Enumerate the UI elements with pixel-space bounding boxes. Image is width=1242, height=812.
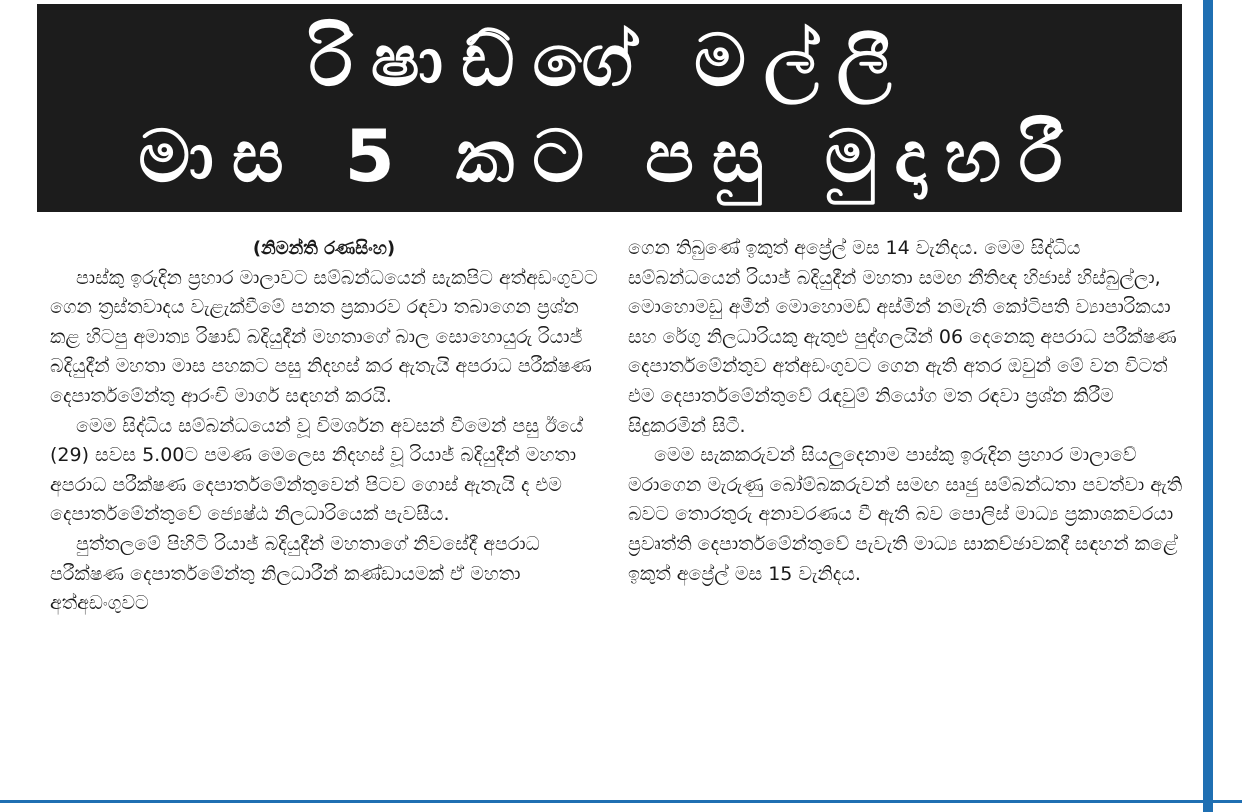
article-column-left bbox=[50, 234, 598, 619]
article-paragraph-3: පුත්තලමේ පිහිටි රියාජ් බදියුදීන් මහතාගේ නිවසේදී අපරාධ පරීක්ෂණ දෙපාර්තමේන්තු නිලධාරීන් කණ්ඩායමක් ඒ මහතා අත්අඩංගුවට bbox=[50, 532, 540, 615]
headline-banner bbox=[37, 4, 1182, 212]
article-paragraph-1: පාස්කු ඉරුදින ප්‍රහාර මාලාවට සම්බන්ධයෙන් සැකපිට අත්අඩංගුවට ගෙන ත්‍රස්තවාදය වැළැක්වීමේ පනත ප්‍රකාරව රඳවා තබාගෙන ප්‍රශ්න කළ හිටපු අමාත්‍ය රිෂාඩ් බදියුදීන් මහතාගේ බාල සොහොයුරු රියාජ් බදියුදීන් මහතා මාස පහකට පසු නිදහස් කර ඇතැයි අපරාධ පරීක්ෂණ දෙපාර්තමේන්තු ආරංචි මාර්ග සඳහන් කරයි. bbox=[50, 266, 598, 407]
article-paragraph-4: මෙම සැකකරුවන් සියලුදෙනාම පාස්කු ඉරුදින ප්‍රහාර මාලාවේ මරාගෙන මැරුණු බෝම්බකරුවන් සමඟ සෘජු සම්බන්ධතා පවත්වා ඇති බවට තොරතුරු අනාවරණය වී ඇති බව පොලිස් මාධ්‍ය ප්‍රකාශකවරයා ප්‍රවෘත්ති දෙපාර්තමේන්තුවේ පැවැති මාධ්‍ය සාකච්ඡාවකදී සඳහන් කළේ ඉකුත් අප්‍රේල් මස 15 වැනිදය. bbox=[628, 444, 1183, 585]
page-side-border bbox=[1203, 0, 1213, 812]
headline-line-1: රිෂාඩ්ගේ මල්ලී bbox=[309, 18, 910, 102]
page-bottom-rule bbox=[0, 800, 1242, 803]
article-column-right bbox=[628, 234, 1184, 589]
byline: (නිමන්ති රණසිංහ) bbox=[252, 238, 396, 259]
headline-line-2: මාස 5 කට පසු මුදාහරී bbox=[138, 114, 1081, 198]
article-paragraph-3-continued: ගෙන තිබුණේ ඉකුත් අප්‍රේල් මස 14 වැනිදය. මෙම සිද්ධිය සම්බන්ධයෙන් රියාජ් බදියුදීන් මහතා සමඟ නීතිඥ හිජාස් හිස්බුල්ලා, මොහොමඩු අමීන් මොහොමඩ් අස්මින් නමැති කෝටිපති ව්‍යාපාරිකයා සහ රේගු නිලධාරියකු ඇතුළු පුද්ගලයින් 06 දෙනෙකු අපරාධ පරීක්ෂණ දෙපාර්තමේන්තුව අත්අඩංගුවට ගෙන ඇති අතර ඔවුන් මේ වන විටත් එම දෙපාර්තමේන්තුවේ රැඳවුම් නියෝග මත රඳවා ප්‍රශ්න කිරීම සිදුකරමින් සිටී. bbox=[628, 237, 1177, 437]
article-paragraph-2: මෙම සිද්ධිය සම්බන්ධයෙන් වූ විමර්ශන අවසන් වීමෙන් පසු ඊයේ (29) සවස 5.00ට පමණ මෙලෙස නිදහස් වූ රියාජ් බදියුදීන් මහතා අපරාධ පරීක්ෂණ දෙපාර්තමේන්තුවෙන් පිටව ගොස් ඇතැයි ද එම දෙපාර්තමේන්තුවේ ජ්‍යෙෂ්ඨ නිලධාරියෙක් පැවසීය. bbox=[50, 414, 584, 526]
